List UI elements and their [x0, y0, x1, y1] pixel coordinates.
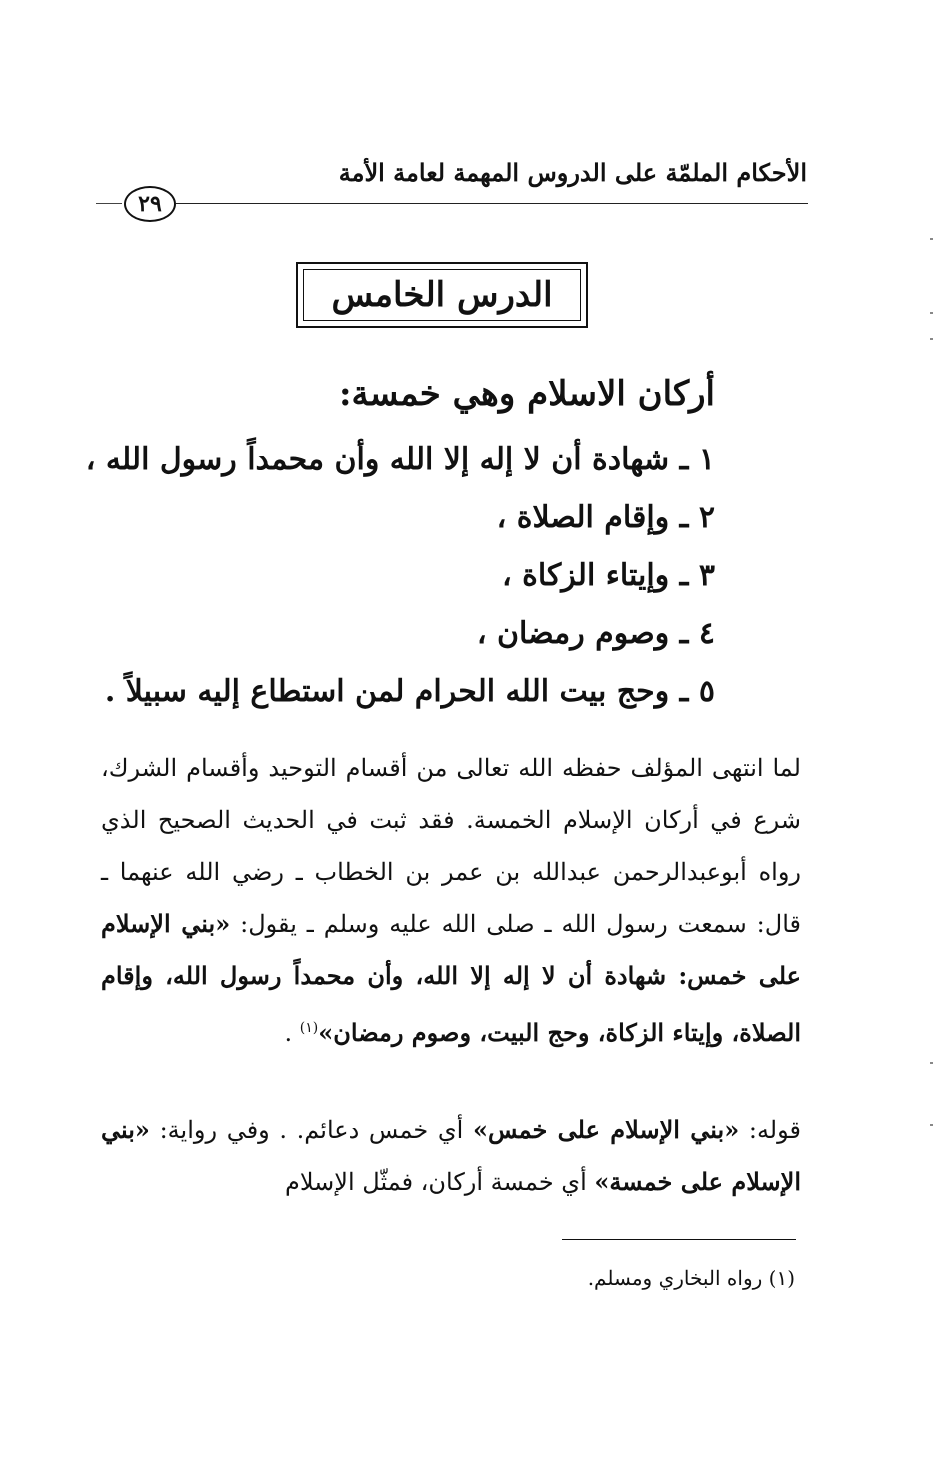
pillar-item-5: ٥ ـ وحج بيت الله الحرام لمن استطاع إليه سبيلاً . [104, 674, 715, 709]
pillars-heading: أركان الاسلام وهي خمسة: [338, 374, 715, 414]
running-header-title: الأحكام الملمّة على الدروس المهمة لعامة الأمة [338, 158, 807, 187]
commentary-paragraph-2 [101, 1104, 801, 1208]
paragraph-end-mark: . [284, 1019, 300, 1047]
lesson-title-inner-frame [303, 269, 581, 321]
header-rule-end [96, 203, 122, 204]
paragraph-text-part-1: قوله: [739, 1116, 801, 1144]
pillar-item-2: ٢ ـ وإقام الصلاة ، [496, 500, 715, 535]
header-rule [176, 203, 808, 204]
page-number: ٢٩ [124, 186, 176, 222]
footnote-separator [562, 1239, 796, 1240]
paragraph-text-part-3: أي خمسة أركان، فمثّل الإسلام [285, 1168, 595, 1196]
hadith-quote: «بني الإسلام على خمس: شهادة أن لا إله إلا الله، وأن محمداً رسول الله، وإقام الصلاة، وإيتاء الزكاة، وحج البيت، وصوم رمضان» [101, 909, 801, 1047]
footnote: (١) رواه البخاري ومسلم. [587, 1266, 795, 1290]
pillar-item-3: ٣ ـ وإيتاء الزكاة ، [501, 558, 715, 593]
commentary-paragraph-1 [101, 742, 801, 1059]
quote-2: «بني الإسلام على خمسة» [101, 1115, 801, 1196]
paragraph-intro-text: لما انتهى المؤلف حفظه الله تعالى من أقسام التوحيد وأقسام الشرك، شرع في أركان الإسلام الخمسة. فقد ثبت في الحديث الصحيح الذي رواه أبوعبدالرحمن عبدالله بن عمر بن الخطاب ـ رضي الله عنهما ـ قال: سمعت رسول الله ـ صلى الله عليه وسلم ـ يقول: [101, 754, 801, 938]
footnote-reference: (١) [299, 1020, 319, 1036]
lesson-title-frame [296, 262, 588, 328]
pillar-item-1: ١ ـ شهادة أن لا إله إلا الله وأن محمداً رسول الله ، [85, 442, 715, 477]
lesson-title: الدرس الخامس [331, 275, 553, 315]
quote-1: «بني الإسلام على خمس» [472, 1115, 740, 1144]
pillar-item-4: ٤ ـ وصوم رمضان ، [476, 616, 715, 651]
paragraph-text-part-2: أي خمس دعائم. . وفي رواية: [149, 1116, 473, 1144]
